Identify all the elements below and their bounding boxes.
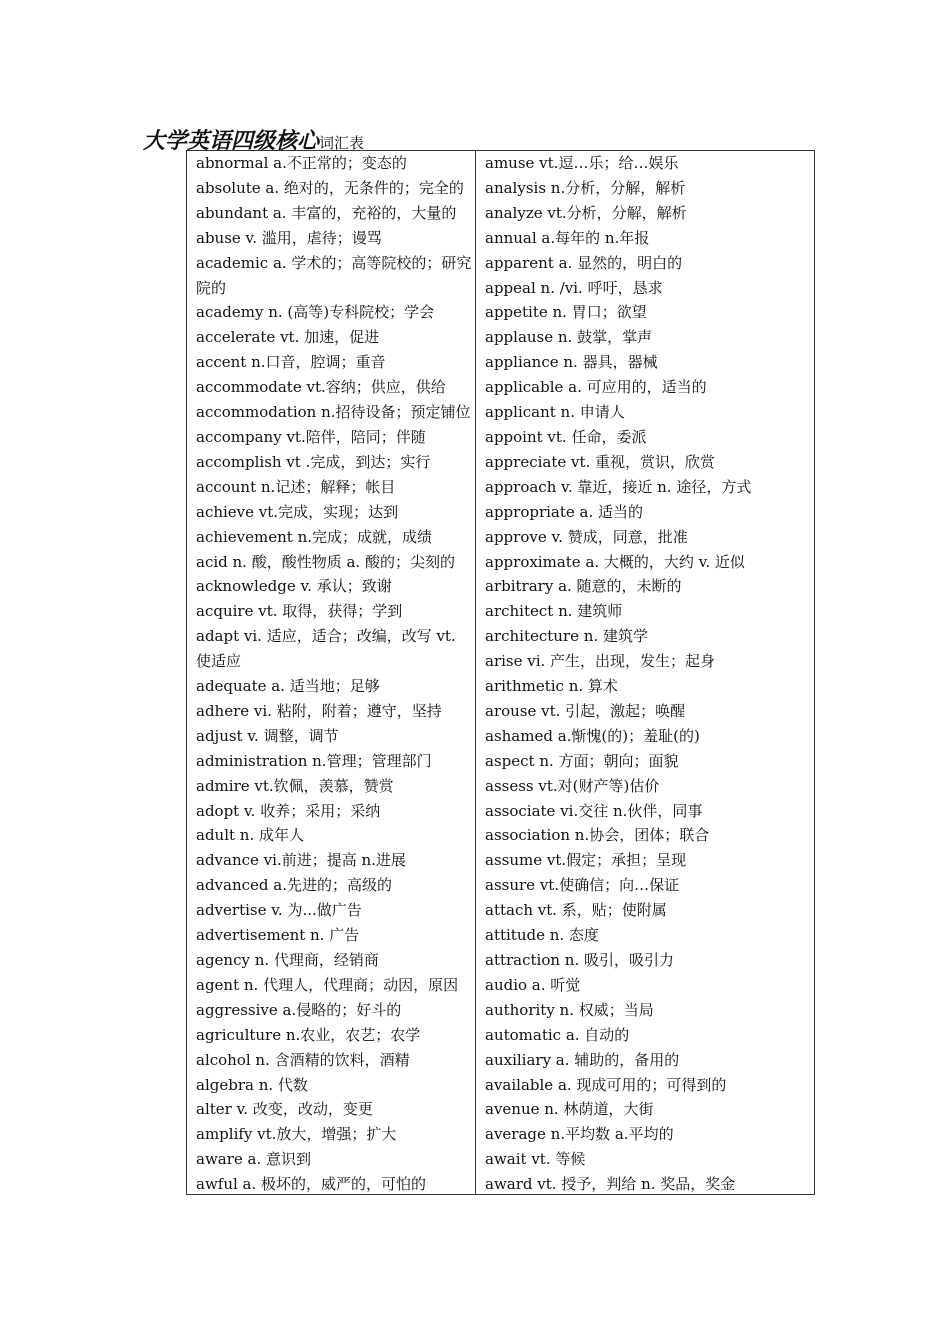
vocab-entry: applicant n. 申请人 <box>485 403 625 422</box>
vocab-entry: acquire vt. 取得，获得；学到 <box>196 602 403 621</box>
vocab-entry: advanced a.先进的；高级的 <box>196 876 392 895</box>
vocab-entry: amplify vt.放大，增强；扩大 <box>196 1125 397 1144</box>
vocab-entry: achieve vt.完成，实现；达到 <box>196 502 399 521</box>
vocab-entry: adequate a. 适当地；足够 <box>196 677 380 696</box>
vocab-entry: analyze vt.分析，分解，解析 <box>485 203 687 222</box>
vocab-entry: algebra n. 代数 <box>196 1075 308 1094</box>
vocab-entry: adjust v. 调整，调节 <box>196 726 339 745</box>
vocab-entry: absolute a. 绝对的，无条件的；完全的 <box>196 178 464 197</box>
vocab-entry: association n.协会，团体；联合 <box>485 826 710 845</box>
vocab-entry: attitude n. 态度 <box>485 926 599 945</box>
vocab-entry: accommodation n.招待设备；预定铺位 <box>196 403 471 422</box>
vocab-entry: annual a.每年的 n.年报 <box>485 228 650 247</box>
vocab-entry: amuse vt.逗…乐；给…娱乐 <box>485 154 679 172</box>
vocab-entry: alcohol n. 含酒精的饮料，酒精 <box>196 1050 410 1069</box>
vocab-entry: advertise v. 为...做广告 <box>196 901 362 920</box>
vocab-entry: appropriate a. 适当的 <box>485 502 644 521</box>
vocab-entry: acid n. 酸，酸性物质 a. 酸的；尖刻的 <box>196 552 455 571</box>
vocab-entry: await vt. 等候 <box>485 1150 586 1169</box>
vocab-entry: analysis n.分析，分解，解析 <box>485 178 686 197</box>
vocab-entry: awful a. 极坏的，威严的，可怕的 <box>196 1175 427 1194</box>
vocab-entry: assume vt.假定；承担；呈现 <box>485 851 687 870</box>
vocab-entry: admire vt.钦佩，羡慕，赞赏 <box>196 776 394 795</box>
vocab-entry: accelerate vt. 加速，促进 <box>196 328 380 347</box>
vocab-entry: administration n.管理；管理部门 <box>196 751 432 770</box>
vocab-entry: appeal n. /vi. 呼吁，恳求 <box>485 278 663 297</box>
vocab-entry: assess vt.对(财产等)估价 <box>485 776 660 795</box>
vocab-entry: accomplish vt .完成，到达；实行 <box>196 452 431 471</box>
vocab-entry: acknowledge v. 承认；致谢 <box>196 577 392 596</box>
vocab-entry: arouse vt. 引起，激起；唤醒 <box>485 701 686 720</box>
vocab-entry: approximate a. 大概的，大约 v. 近似 <box>485 552 745 571</box>
vocab-entry: avenue n. 林荫道，大街 <box>485 1100 654 1119</box>
vocab-entry: attach vt. 系，贴；使附属 <box>485 901 667 920</box>
vocab-entry: accommodate vt.容纳；供应，供给 <box>196 378 446 397</box>
vocabulary-table <box>186 150 815 1195</box>
left-column <box>187 151 476 1194</box>
vocab-entry: abuse v. 滥用，虐待；谩骂 <box>196 228 382 247</box>
vocab-entry: abundant a. 丰富的，充裕的，大量的 <box>196 203 457 222</box>
vocab-entry: auxiliary a. 辅助的，备用的 <box>485 1050 680 1069</box>
vocab-entry: adult n. 成年人 <box>196 826 304 845</box>
vocab-entry: attraction n. 吸引，吸引力 <box>485 951 674 969</box>
vocab-entry: appetite n. 胃口；欲望 <box>485 303 647 322</box>
vocab-entry: adopt v. 收养；采用；采纳 <box>196 801 381 820</box>
vocab-entry: aggressive a.侵略的；好斗的 <box>196 1000 402 1019</box>
vocab-entry: abnormal a.不正常的；变态的 <box>196 154 407 172</box>
right-column <box>476 151 814 1194</box>
vocab-entry: advance vi.前进；提高 n.进展 <box>196 851 406 870</box>
vocab-entry: architecture n. 建筑学 <box>485 627 648 646</box>
vocab-entry: award vt. 授予，判给 n. 奖品，奖金 <box>485 1175 736 1194</box>
title-sub: 词汇表 <box>319 134 365 152</box>
vocab-entry: appoint vt. 任命，委派 <box>485 427 647 446</box>
vocab-entry: appreciate vt. 重视，赏识，欣赏 <box>485 452 716 471</box>
vocab-entry: achievement n.完成；成就，成绩 <box>196 527 433 546</box>
vocab-entry: alter v. 改变，改动，变更 <box>196 1100 373 1119</box>
vocab-entry: appliance n. 器具，器械 <box>485 353 658 372</box>
vocab-entry: automatic a. 自动的 <box>485 1025 630 1044</box>
vocab-entry: accent n.口音，腔调；重音 <box>196 353 386 372</box>
vocab-entry: average n.平均数 a.平均的 <box>485 1125 674 1144</box>
vocab-entry: audio a. 听觉 <box>485 975 581 994</box>
vocab-entry: ashamed a.惭愧(的)；羞耻(的) <box>485 726 700 745</box>
vocab-entry: academy n. (高等)专科院校；学会 <box>196 303 435 322</box>
vocab-entry: accompany vt.陪伴，陪同；伴随 <box>196 427 426 446</box>
vocab-entry: associate vi.交往 n.伙伴，同事 <box>485 801 703 820</box>
vocab-entry: applicable a. 可应用的，适当的 <box>485 378 707 397</box>
vocab-entry: arbitrary a. 随意的，未断的 <box>485 577 682 596</box>
vocab-entry: assure vt.使确信；向…保证 <box>485 876 680 895</box>
vocab-entry: agent n. 代理人，代理商；动因，原因 <box>196 975 459 994</box>
vocab-entry: account n.记述；解释；帐目 <box>196 477 396 496</box>
vocab-entry: arise vi. 产生，出现，发生；起身 <box>485 652 716 671</box>
vocab-entry: aspect n. 方面；朝向；面貌 <box>485 751 679 770</box>
vocab-entry: adapt vi. 适应，适合；改编，改写 vt. 使适应 <box>196 627 456 671</box>
vocab-entry: agency n. 代理商，经销商 <box>196 951 379 969</box>
vocab-entry: aware a. 意识到 <box>196 1150 312 1169</box>
vocab-entry: adhere vi. 粘附，附着；遵守，坚持 <box>196 701 442 720</box>
vocab-entry: authority n. 权威；当局 <box>485 1000 654 1019</box>
vocab-entry: approve v. 赞成，同意，批准 <box>485 527 688 546</box>
vocab-entry: arithmetic n. 算术 <box>485 677 618 696</box>
title-main: 大学英语四级核心 <box>143 128 320 154</box>
vocab-entry: approach v. 靠近，接近 n. 途径，方式 <box>485 477 752 496</box>
vocab-entry: apparent a. 显然的，明白的 <box>485 253 683 272</box>
vocab-entry: applause n. 鼓掌，掌声 <box>485 328 653 347</box>
vocab-entry: academic a. 学术的；高等院校的；研究院的 <box>196 253 472 297</box>
vocab-entry: architect n. 建筑师 <box>485 602 623 621</box>
vocab-entry: advertisement n. 广告 <box>196 926 360 945</box>
vocab-entry: available a. 现成可用的；可得到的 <box>485 1075 727 1094</box>
vocab-entry: agriculture n.农业，农艺；农学 <box>196 1025 421 1044</box>
